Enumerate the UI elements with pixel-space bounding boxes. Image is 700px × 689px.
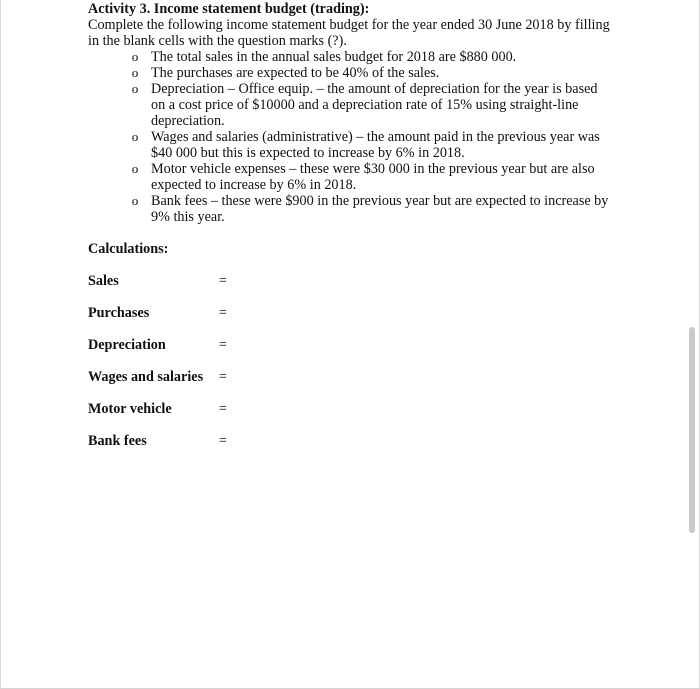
calc-label: Depreciation <box>88 337 166 353</box>
list-item-text: Motor vehicle expenses – these were $30 000 in the previous year but are also expected to increase by 6% in 2018. <box>151 161 595 193</box>
list-item <box>88 49 613 65</box>
calc-label: Motor vehicle <box>88 401 172 417</box>
list-item-text: Bank fees – these were $900 in the previous year but are expected to increase by 9% this year. <box>151 193 609 225</box>
assumptions-list <box>88 49 613 225</box>
calc-label: Purchases <box>88 305 150 321</box>
activity-instructions: Complete the following income statement budget for the year ended 30 June 2018 by filling in the blank cells with the question marks (?). <box>88 17 610 49</box>
list-item <box>88 129 613 161</box>
activity-section <box>88 1 613 225</box>
calc-label: Sales <box>88 273 119 289</box>
list-item <box>88 193 613 225</box>
equals-sign: = <box>219 337 228 353</box>
bullet-icon: o <box>131 193 139 208</box>
bullet-icon: o <box>131 161 139 176</box>
list-item-text: The total sales in the annual sales budget for 2018 are $880 000. <box>151 49 517 65</box>
vertical-scrollbar[interactable] <box>689 327 695 533</box>
calc-label: Bank fees <box>88 433 147 449</box>
equals-sign: = <box>219 401 228 417</box>
list-item <box>88 81 613 129</box>
bullet-icon: o <box>131 65 139 80</box>
bullet-icon: o <box>131 129 139 144</box>
calc-label: Wages and salaries <box>88 369 204 385</box>
calculations-heading: Calculations: <box>88 241 169 257</box>
list-item-text: Wages and salaries (administrative) – the amount paid in the previous year was $40 000 but this is expected to increase by 6% in 2018. <box>151 129 600 161</box>
bullet-icon: o <box>131 49 139 64</box>
list-item <box>88 65 613 81</box>
equals-sign: = <box>219 369 228 385</box>
activity-title: Activity 3. Income statement budget (trading): <box>88 1 370 17</box>
bullet-icon: o <box>131 81 139 96</box>
equals-sign: = <box>219 273 228 289</box>
equals-sign: = <box>219 433 228 449</box>
list-item-text: Depreciation – Office equip. – the amount of depreciation for the year is based on a cost price of $10000 and a depreciation rate of 15% using straight-line depreciation. <box>151 81 598 129</box>
equals-sign: = <box>219 305 228 321</box>
list-item <box>88 161 613 193</box>
list-item-text: The purchases are expected to be 40% of the sales. <box>151 65 440 81</box>
